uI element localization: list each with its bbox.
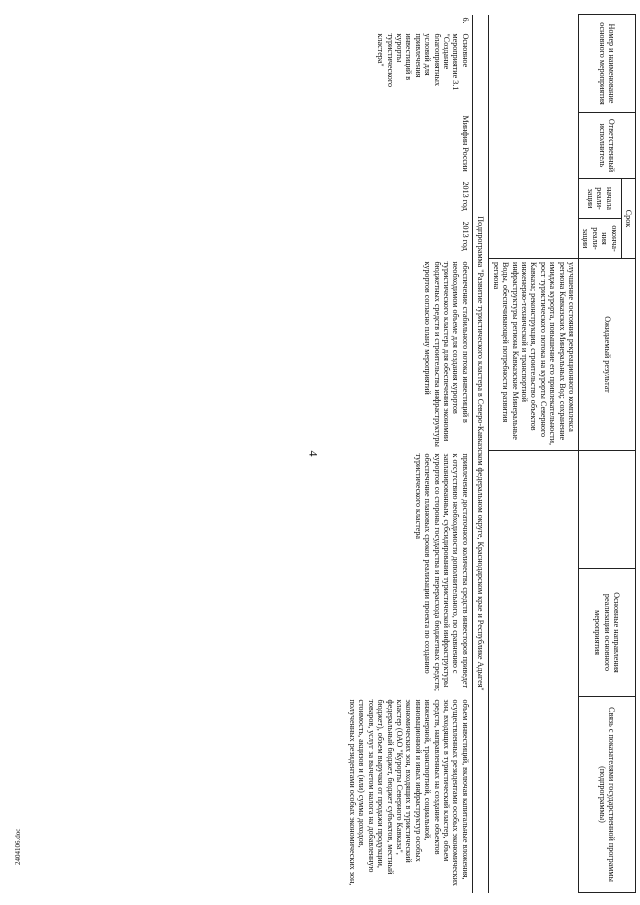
row-end: 2013 год [460,221,470,251]
row-consequences: привлечение достаточного количества средств инвесторов приведет к отсутствию необходимости дополнительного, по сравнению с запланированным, субсидирования туристической инфраструктуры курортов со стороны государства и перерасхода бюджетных средств; обеспечение плановых сроков реализации проекта по созданию туристического кластера [413,453,470,692]
header-term: Срок [621,179,635,259]
row-responsible: Минфин России [460,115,470,172]
row-indicators: объем инвестиций, включая капитальные вложения, осуществленных резидентами особых экономических зон, входящих в туристический кластер, объем средств, направленных на создание объектов инженерной, транспортной, социальной, инновационной и иных инфраструктур особых экономических зон, входящих в туристический кластер (ОАО "Курорты Северного Кавказа", федеральный бюджет, бюджет субъектов, местный бюджет), объем выручки от продажи продукции, товаров, услуг за вычетом налога на добавленную стоимость, акцизов и (или) сумма доходов, полученных резидентами особых экономических зон, [348,699,470,886]
table-row [346,15,473,893]
header-row-1 [621,15,635,893]
header-directions: Основные направления реализации основного мероприятия [578,569,635,697]
header-name: Номер и наименование основного мероприятия [578,15,635,113]
header-responsible: Ответственный исполнитель [578,113,635,179]
header-start: начала реали-зации [578,179,621,219]
landscape-table-sheet [56,14,636,892]
header-result: Ожидаемый результат [578,259,635,451]
activities-table [346,14,636,893]
header-end: оконча-ния реали-зации [578,219,621,259]
row-number: 6. [460,17,470,24]
continuation-row [489,15,579,893]
page-number: 4 [306,450,321,457]
header-consequences [578,451,635,569]
row-start: 2013 год [460,181,470,211]
subprogram-row [472,15,488,893]
document-code: 2404106.doc [14,828,22,865]
row-result: обеспечение стабильного потока инвестиций в необходимом объеме для создания курортов туристического кластера для обеспечения экономии бюджетных средств и строительства инфраструктуры курортов согласно плану мероприятий [423,261,470,447]
subprogram-title: Подпрограмма "Развитие туристического кластера в Северо-Кавказском федеральном округе, Краснодарском крае и Республике Адыгея" [472,15,488,893]
row-name: Основное мероприятие 3.1 "Создание благоприятных условий для привлечения инвестиций в курорты туристического кластера" [376,33,470,91]
header-indicators: Связь с показателями государственной программы (подпрограммы) [578,697,635,893]
continuation-result: улучшение состояния рекреационного комплекса региона Кавказских Минеральных Вод; сохранение имиджа курорта, повышение его привлекательности, рост туристического потока на курорты Северного Кавказа; реконструкция, строительство объектов инженерно-технической и транспортной инфраструктуры региона Кавказские Минеральные Воды, обеспечивающей потребности развития региона [489,259,579,451]
